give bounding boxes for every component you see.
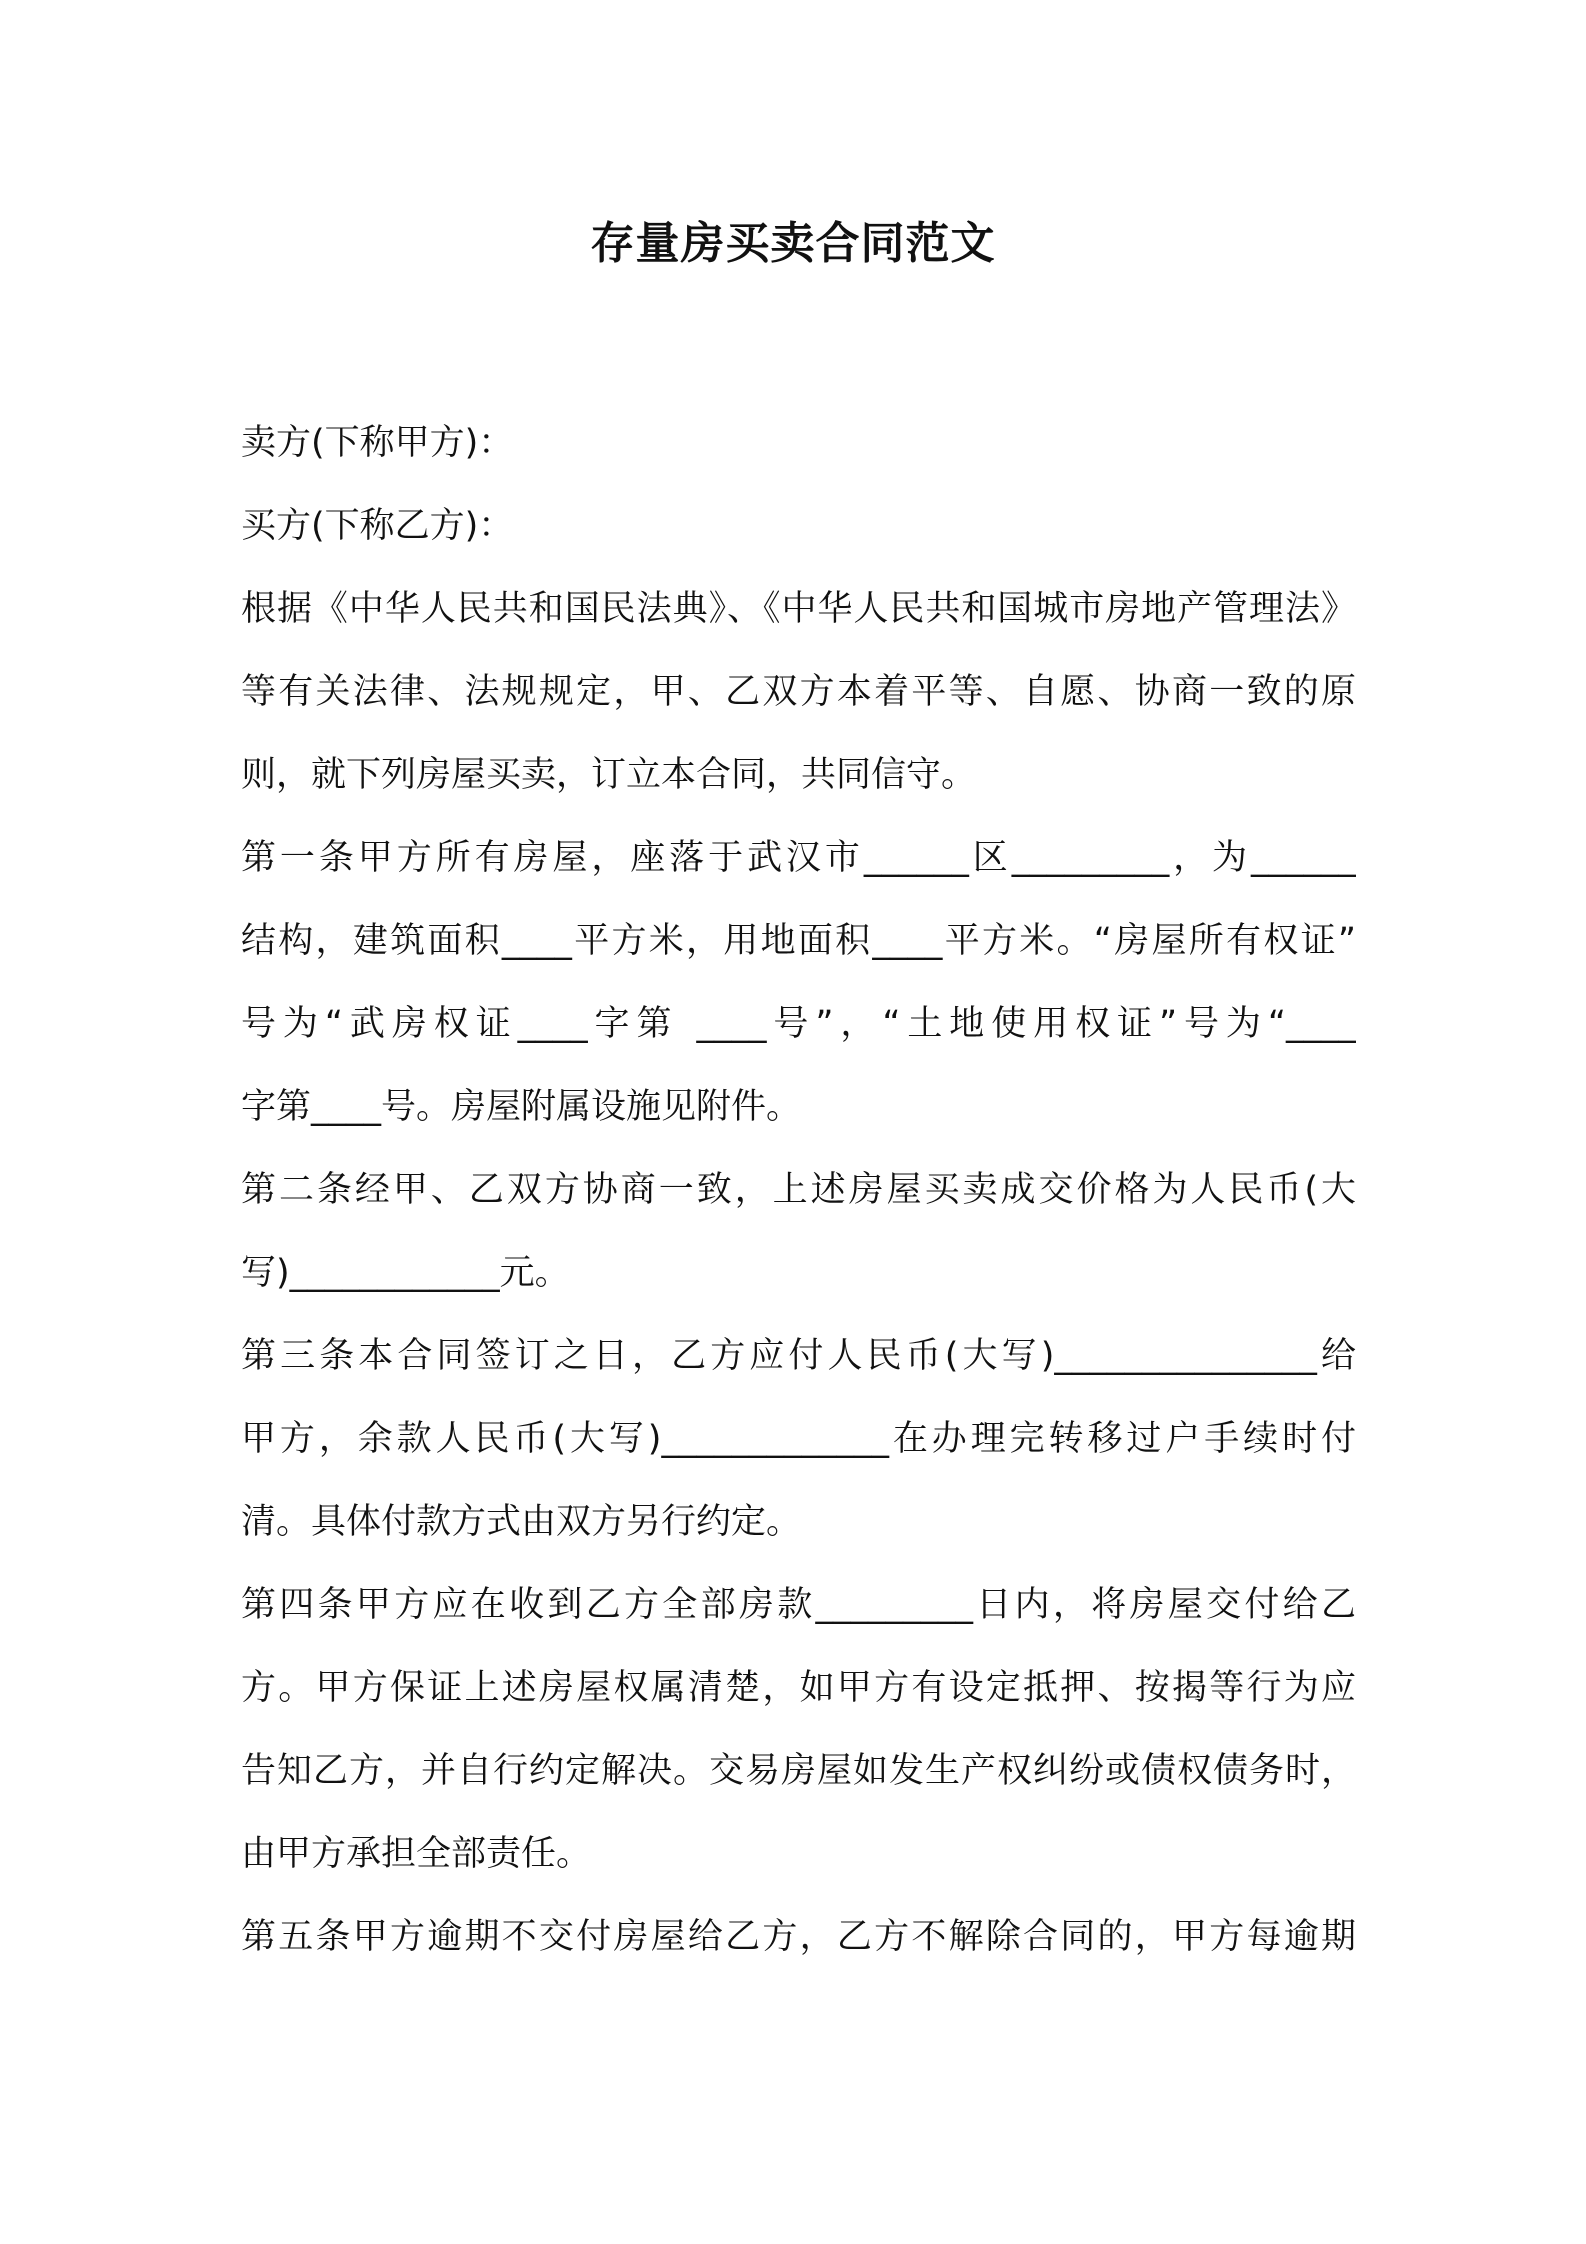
document-title: 存量房买卖合同范文 — [590, 218, 996, 269]
text-line: 根据《中华人民共和国民法典》、《中华人民共和国城市房地产管理法》 — [241, 589, 1356, 629]
text-line: 则，就下列房屋买卖，订立本合同，共同信守。 — [241, 755, 977, 795]
text-line-buyer: 买方(下称乙方)： — [241, 506, 514, 546]
text-line: 号为“武房权证____字第 ____号”，“土地使用权证”号为“____ — [241, 1004, 1356, 1044]
text-line-article-2: 第二条经甲、乙双方协商一致，上述房屋买卖成交价格为人民币(大 — [241, 1170, 1356, 1210]
text-line: 告知乙方，并自行约定解决。交易房屋如发生产权纠纷或债权债务时， — [241, 1751, 1356, 1791]
text-line: 甲方，余款人民币(大写)_____________在办理完转移过户手续时付 — [241, 1419, 1356, 1459]
text-line-seller: 卖方(下称甲方)： — [241, 423, 514, 463]
document-body — [241, 402, 1356, 1979]
text-line-article-3: 第三条本合同签订之日，乙方应付人民币(大写)_______________给 — [241, 1336, 1356, 1376]
text-line: 写)____________元。 — [241, 1253, 570, 1293]
text-line-article-4: 第四条甲方应在收到乙方全部房款_________日内，将房屋交付给乙 — [241, 1585, 1356, 1625]
text-line: 等有关法律、法规规定，甲、乙双方本着平等、自愿、协商一致的原 — [241, 672, 1356, 712]
text-line: 字第____号。房屋附属设施见附件。 — [241, 1087, 802, 1127]
text-line-article-1: 第一条甲方所有房屋，座落于武汉市______区_________，为______ — [241, 838, 1356, 878]
text-line: 结构，建筑面积____平方米，用地面积____平方米。“房屋所有权证” — [241, 921, 1356, 961]
text-line: 清。具体付款方式由双方另行约定。 — [241, 1502, 802, 1542]
text-line: 由甲方承担全部责任。 — [241, 1834, 592, 1874]
text-line-article-5: 第五条甲方逾期不交付房屋给乙方，乙方不解除合同的，甲方每逾期 — [241, 1917, 1356, 1957]
text-line: 方。甲方保证上述房屋权属清楚，如甲方有设定抵押、按揭等行为应 — [241, 1668, 1356, 1708]
